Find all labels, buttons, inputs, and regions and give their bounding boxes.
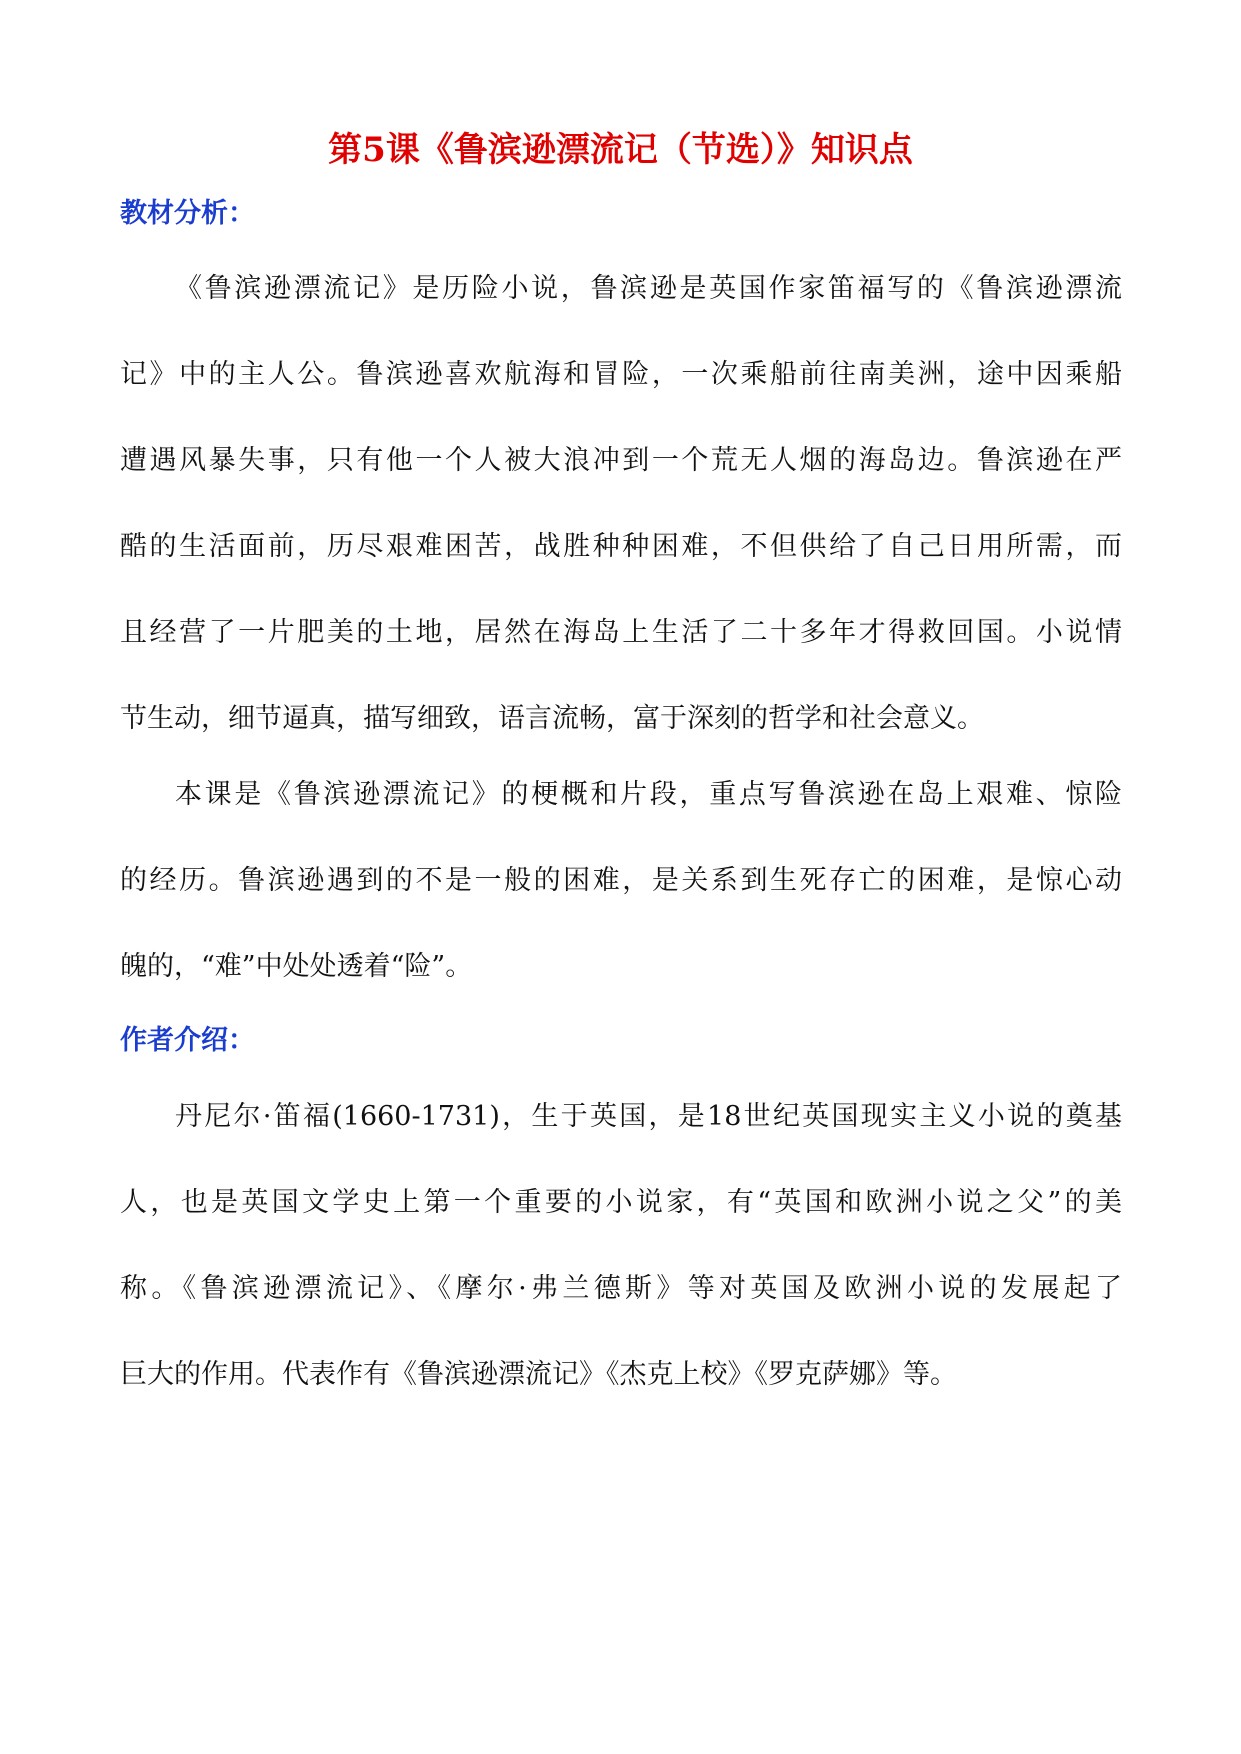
- paragraph-line: 记》中的主人公。鲁滨逊喜欢航海和冒险，一次乘船前往南美洲，途中因乘船: [120, 359, 1122, 390]
- paragraph-line: 遭遇风暴失事，只有他一个人被大浪冲到一个荒无人烟的海岛边。鲁滨逊在严: [120, 445, 1122, 476]
- paragraph-line: 称。《鲁滨逊漂流记》、《摩尔·弗兰德斯》等对英国及欧洲小说的发展起了: [120, 1273, 1122, 1304]
- paragraph-line: 丹尼尔·笛福(1660-1731)，生于英国，是18世纪英国现实主义小说的奠基: [175, 1101, 1122, 1132]
- paragraph-line: 人，也是英国文学史上第一个重要的小说家，有“英国和欧洲小说之父”的美: [120, 1187, 1122, 1218]
- paragraph-line: 本课是《鲁滨逊漂流记》的梗概和片段，重点写鲁滨逊在岛上艰难、惊险: [175, 779, 1122, 810]
- paragraph-line: 节生动，细节逼真，描写细致，语言流畅，富于深刻的哲学和社会意义。: [120, 703, 984, 734]
- paragraph-line: 的经历。鲁滨逊遇到的不是一般的困难，是关系到生死存亡的困难，是惊心动: [120, 865, 1122, 896]
- page-title: 第5课《鲁滨逊漂流记（节选）》知识点: [328, 130, 913, 170]
- section-heading-author-intro: 作者介绍：: [120, 1025, 255, 1056]
- paragraph-line: 魄的，“难”中处处透着“险”。: [120, 951, 473, 982]
- paragraph-line: 酷的生活面前，历尽艰难困苦，战胜种种困难，不但供给了自己日用所需，而: [120, 531, 1122, 562]
- section-heading-textbook-analysis: 教材分析：: [120, 198, 255, 229]
- paragraph-line: 且经营了一片肥美的土地，居然在海岛上生活了二十多年才得救回国。小说情: [120, 617, 1122, 648]
- paragraph-line: 巨大的作用。代表作有《鲁滨逊漂流记》《杰克上校》《罗克萨娜》等。: [120, 1359, 957, 1390]
- paragraph-line: 《鲁滨逊漂流记》是历险小说，鲁滨逊是英国作家笛福写的《鲁滨逊漂流: [175, 273, 1122, 304]
